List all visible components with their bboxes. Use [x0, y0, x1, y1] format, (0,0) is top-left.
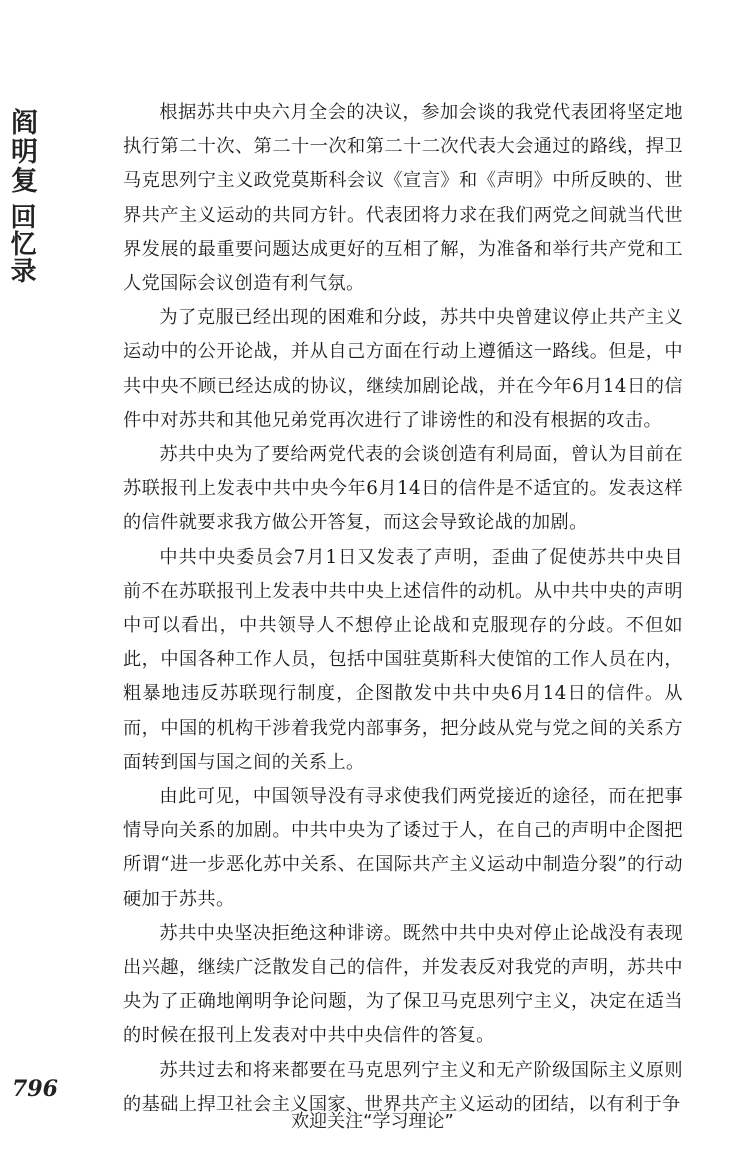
author-name: 阎明复 — [6, 108, 37, 195]
paragraph: 根据苏共中央六月全会的决议，参加会谈的我党代表团将坚定地执行第二十次、第二十一次和第二十二次代表大会通过的路线，捍卫马克思列宁主义政党莫斯科会议《宣言》和《声明》中所反映的、世界共产主义运动的共同方针。代表团将力求在我们两党之间就当代世界发展的最重要问题达成更好的互相了解，为准备和举行共产党和工人党国际会议创造有利气氛。 — [123, 102, 683, 295]
paragraph: 苏共中央坚决拒绝这种诽谤。既然中共中央对停止论战没有表现出兴趣，继续广泛散发自己的信件，并发表反对我党的声明，苏共中央为了正确地阐明争论问题，为了保卫马克思列宁主义，决定在适当的时候在报刊上发表对中共中央信件的答复。 — [123, 922, 683, 1047]
paragraph: 由此可见，中国领导没有寻求使我们两党接近的途径，而在把事情导向关系的加剧。中共中央为了诿过于人，在自己的声明中企图把所谓“进一步恶化苏中关系、在国际共产主义运动中制造分裂”的行动硬加于苏共。 — [123, 786, 683, 910]
paragraph: 苏共过去和将来都要在马克思列宁主义和无产阶级国际主义原则的基础上捍卫社会主义国家、世界共产主义运动的团结，以有利于争 — [123, 1059, 683, 1115]
book-title-vertical — [4, 108, 38, 288]
page-number: 796 — [12, 1076, 58, 1102]
book-subtitle: 回忆录 — [6, 203, 36, 284]
paragraph: 为了克服已经出现的困难和分歧，苏共中央曾建议停止共产主义运动中的公开论战，并从自己方面在行动上遵循这一路线。但是，中共中央不顾已经达成的协议，继续加剧论战，并在今年6月14日的信件中对苏共和其他兄弟党再次进行了诽谤性的和没有根据的攻击。 — [123, 307, 683, 431]
body-text — [123, 96, 683, 1122]
footer-watermark-note: 欢迎关注“学习理论” — [291, 1111, 454, 1132]
paragraph: 苏共中央为了要给两党代表的会谈创造有利局面，曾认为目前在苏联报刊上发表中共中央今年6月14日的信件是不适宜的。发表这样的信件就要求我方做公开答复，而这会导致论战的加剧。 — [123, 444, 683, 534]
paragraph: 中共中央委员会7月1日又发表了声明，歪曲了促使苏共中央目前不在苏联报刊上发表中共中央上述信件的动机。从中共中央的声明中可以看出，中共领导人不想停止论战和克服现存的分歧。不但如此，中国各种工作人员，包括中国驻莫斯科大使馆的工作人员在内，粗暴地违反苏联现行制度，企图散发中共中央6月14日的信件。从而，中国的机构干涉着我党内部事务，把分歧从党与党之间的关系方面转到国与国之间的关系上。 — [123, 546, 683, 773]
